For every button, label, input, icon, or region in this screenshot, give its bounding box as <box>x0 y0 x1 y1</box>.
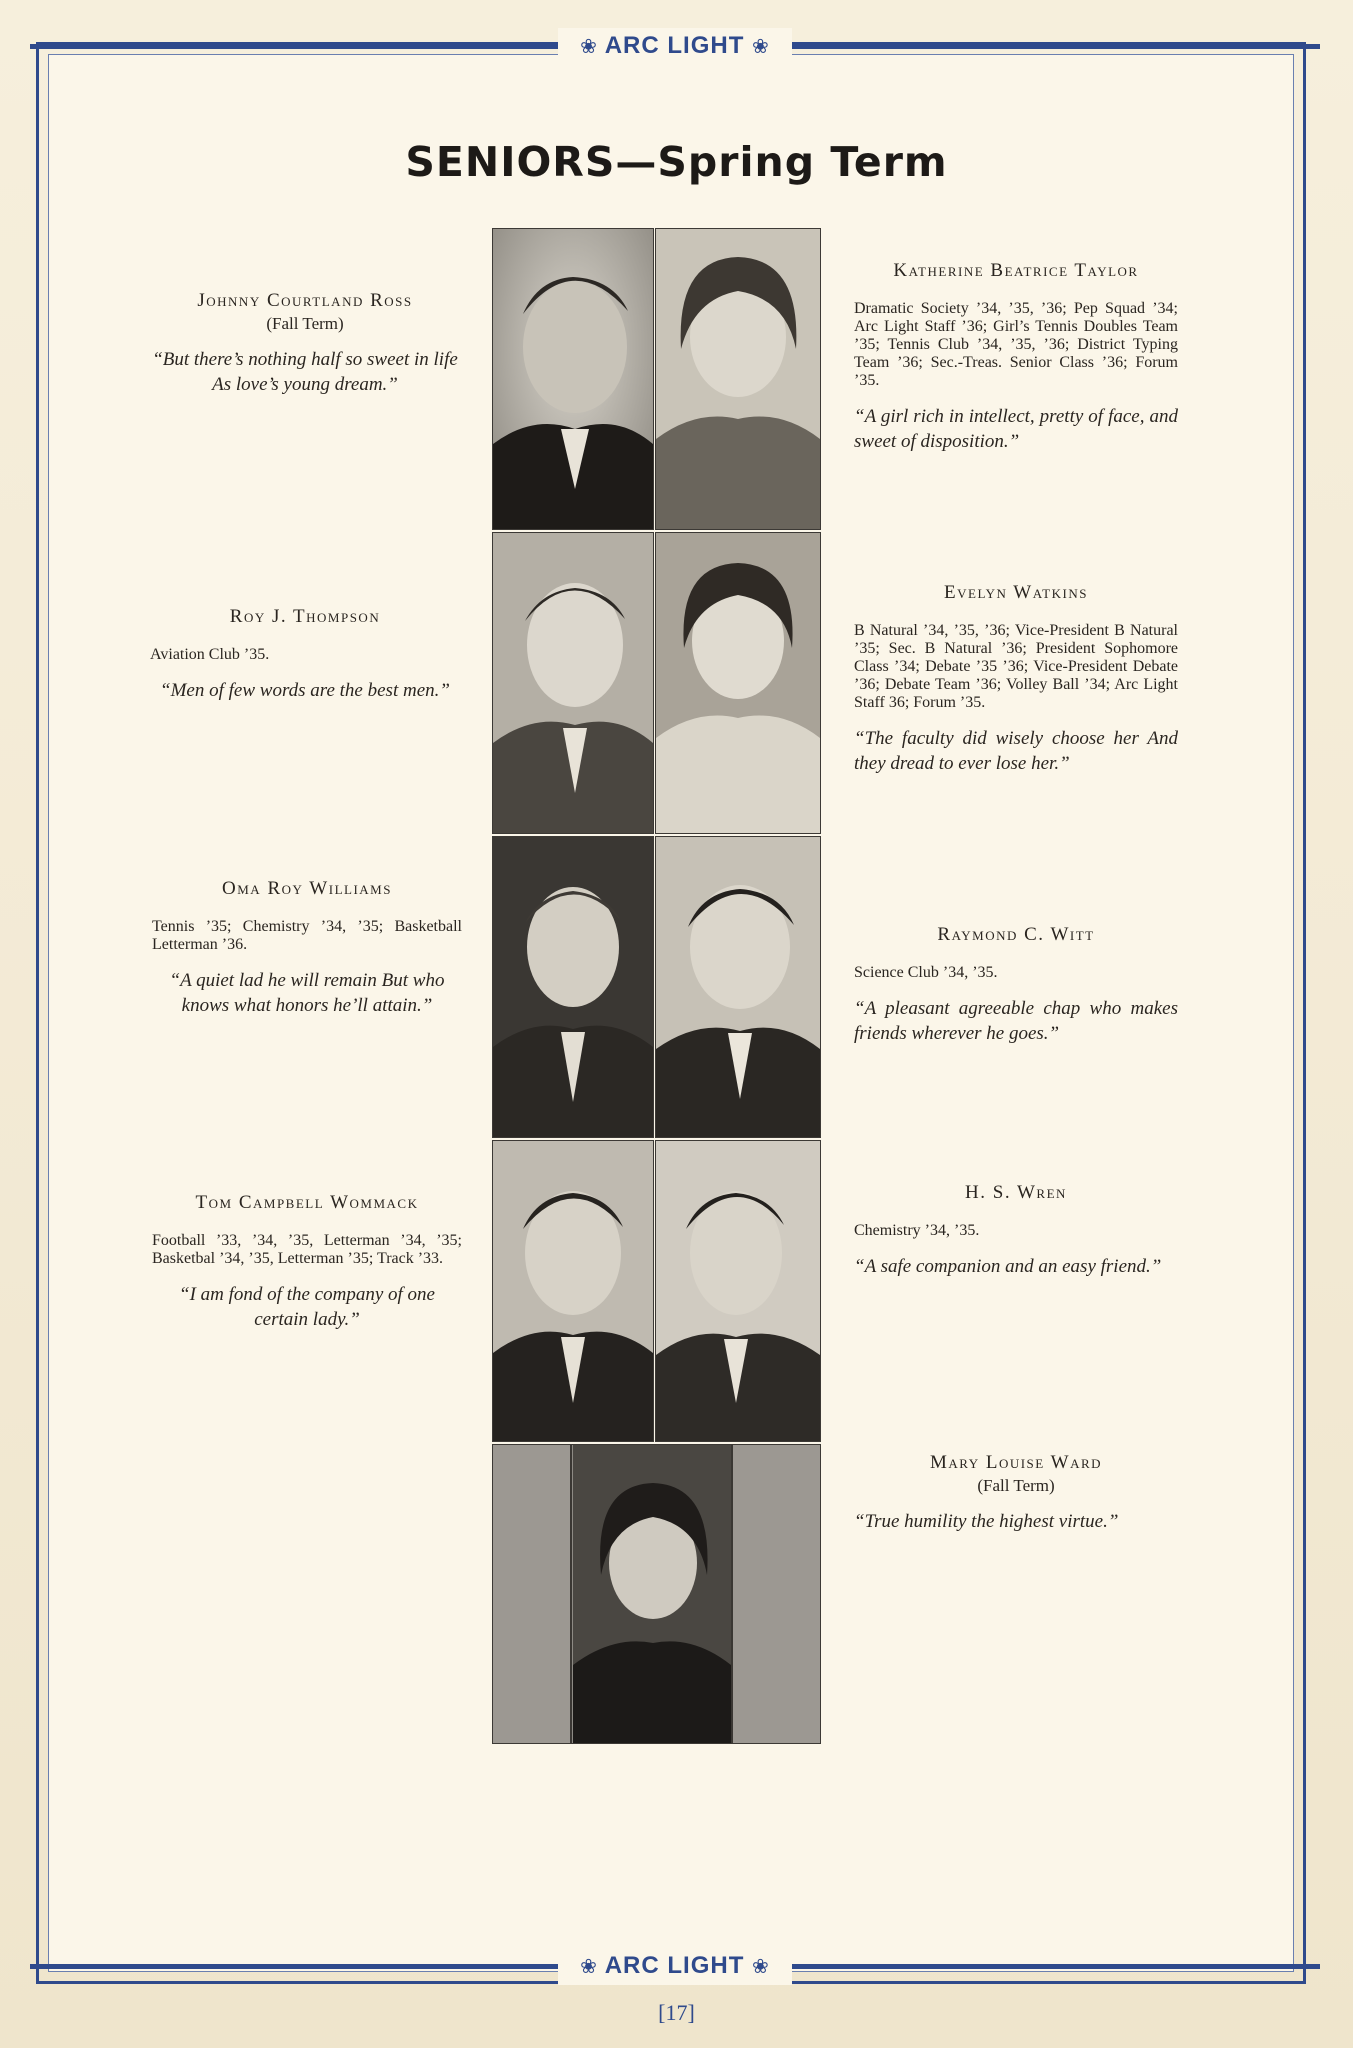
student-quote: “A quiet lad he will remain But who knows what honors he’ll attain.” <box>169 970 445 1016</box>
entry-taylor <box>854 260 1178 454</box>
student-name: Johnny Courtland Ross <box>197 290 413 311</box>
student-name: Tom Campbell Wommack <box>195 1192 419 1213</box>
student-term: (Fall Term) <box>977 1476 1055 1495</box>
entry-watkins <box>854 582 1178 776</box>
student-activities: Aviation Club ’35. <box>150 646 270 663</box>
portrait-watkins <box>655 532 821 834</box>
portrait-column <box>492 228 819 1743</box>
entry-ross <box>150 290 460 397</box>
student-activities: Tennis ’35; Chemistry ’34, ’35; Basketball Letterman ’36. <box>152 918 462 953</box>
student-activities: Science Club ’34, ’35. <box>854 964 998 981</box>
student-quote: “A safe companion and an easy friend.” <box>854 1256 1162 1277</box>
entry-wommack <box>152 1192 462 1332</box>
student-name: Raymond C. Witt <box>937 924 1095 945</box>
portrait-ross <box>492 228 654 530</box>
header-running-title: ARC LIGHT <box>604 32 745 59</box>
portrait-taylor <box>655 228 821 530</box>
entry-ward <box>854 1452 1178 1534</box>
footer-running-title: ARC LIGHT <box>604 1952 745 1979</box>
student-quote: “I am fond of the company of one certain lady.” <box>179 1284 435 1330</box>
student-name: H. S. Wren <box>965 1182 1067 1203</box>
footer-band <box>30 1946 1320 1986</box>
student-quote: “A pleasant agreeable chap who makes friends wherever he goes.” <box>854 998 1178 1044</box>
footer-rule-right <box>792 1964 1320 1969</box>
portrait-williams <box>492 836 654 1138</box>
header-running-title-wrap <box>558 28 792 65</box>
portrait-wommack <box>492 1140 654 1442</box>
entry-williams <box>152 878 462 1018</box>
student-quote: “A girl rich in intellect, pretty of face, and sweet of disposition.” <box>854 406 1178 452</box>
student-quote: “True humility the highest virtue.” <box>854 1511 1119 1532</box>
entry-witt <box>854 924 1178 1046</box>
page-title: SENIORS—Spring Term <box>405 138 948 186</box>
student-name: Oma Roy Williams <box>222 878 392 899</box>
student-activities: Dramatic Society ’34, ’35, ’36; Pep Squad ’34; Arc Light Staff ’36; Girl’s Tennis Doubles Team ’35; Tennis Club ’34, ’35, ’36; District Typing Team ’36; Sec.-Treas. Senior Class ’36; Forum ’35. <box>854 300 1178 389</box>
student-quote: “The faculty did wisely choose her And they dread to ever lose her.” <box>854 728 1178 774</box>
ornament-right-icon: ❀ <box>752 1956 770 1978</box>
portrait-ward <box>492 1444 821 1744</box>
portrait-thompson <box>492 532 654 834</box>
ornament-left-icon: ❀ <box>580 36 598 58</box>
student-term: (Fall Term) <box>266 314 344 333</box>
footer-running-title-wrap <box>558 1948 792 1985</box>
student-name: Roy J. Thompson <box>229 606 381 627</box>
portrait-wren <box>655 1140 821 1442</box>
ornament-right-icon: ❀ <box>752 36 770 58</box>
page-number: [17] <box>658 2000 695 2025</box>
header-rule-right <box>792 44 1320 49</box>
student-quote: “But there’s nothing half so sweet in life As love’s young dream.” <box>152 349 458 395</box>
header-rule-left <box>30 44 558 49</box>
portrait-witt <box>655 836 821 1138</box>
entry-wren <box>854 1182 1178 1279</box>
student-activities: B Natural ’34, ’35, ’36; Vice-President B Natural ’35; Sec. B Natural ’36; President Sophomore Class ’34; Debate ’35 ’36; Vice-President Debate ’36; Debate Team ’36; Volley Ball ’34; Arc Light Staff 36; Forum ’35. <box>854 622 1178 711</box>
footer-rule-left <box>30 1964 558 1969</box>
header-band <box>30 26 1320 66</box>
student-name: Katherine Beatrice Taylor <box>893 260 1139 281</box>
student-activities: Football ’33, ’34, ’35, Letterman ’34, ’35; Basketbal ’34, ’35, Letterman ’35; Track ’33. <box>152 1232 462 1267</box>
entry-thompson <box>150 606 460 703</box>
ornament-left-icon: ❀ <box>580 1956 598 1978</box>
student-quote: “Men of few words are the best men.” <box>160 680 450 701</box>
student-activities: Chemistry ’34, ’35. <box>854 1222 980 1239</box>
student-name: Evelyn Watkins <box>944 582 1088 603</box>
student-name: Mary Louise Ward <box>929 1452 1103 1473</box>
